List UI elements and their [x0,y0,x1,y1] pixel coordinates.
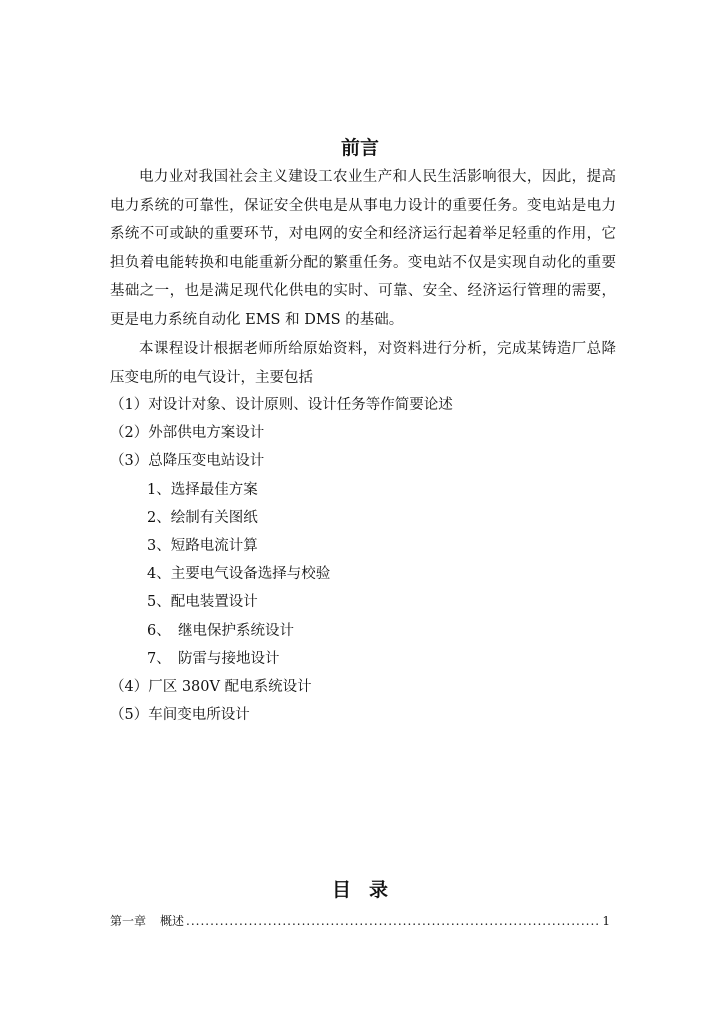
list-item: 5、配电装置设计 [147,594,258,610]
list-item: （3）总降压变电站设计 [110,453,265,469]
preface-paragraph-2: 本课程设计根据老师所给原始资料，对资料进行分析，完成某铸造厂总降压变电所的电气设计，主要包括 [110,341,616,386]
list-item: 6、 继电保护系统设计 [147,623,294,639]
list-item: 4、主要电气设备选择与校验 [147,566,331,582]
list-item: 1、选择最佳方案 [147,482,258,498]
toc-title: 目录 [331,879,406,901]
list-item: 2、绘制有关图纸 [147,510,258,526]
list-item: 7、 防雷与接地设计 [147,651,280,667]
toc-chapter-name: 概述 [160,914,185,928]
toc-entry[interactable] [110,912,610,929]
list-item: （1）对设计对象、设计原则、设计任务等作简要论述 [110,397,453,413]
list-item: （4）厂区 380V 配电系统设计 [110,679,312,695]
list-item: （5）车间变电所设计 [110,707,250,723]
toc-page-number: 1 [602,914,610,928]
list-item: （2）外部供电方案设计 [110,425,265,441]
list-item: 3、短路电流计算 [147,538,258,554]
preface-title: 前言 [340,137,379,159]
toc-leader-dots [186,914,600,928]
toc-chapter: 第一章 [110,914,147,928]
preface-paragraph-1: 电力业对我国社会主义建设工农业生产和人民生活影响很大，因此，提高电力系统的可靠性，保证安全供电是从事电力设计的重要任务。变电站是电力系统不可或缺的重要环节，对电网的安全和经济运行起着举足轻重的作用，它担负着电能转换和电能重新分配的繁重任务。变电站不仅是实现自动化的重要基础之一，也是满足现代化供电的实时、可靠、安全、经济运行管理的需要，更是电力系统自动化 EMS 和 DMS 的基础。 [110,169,616,328]
